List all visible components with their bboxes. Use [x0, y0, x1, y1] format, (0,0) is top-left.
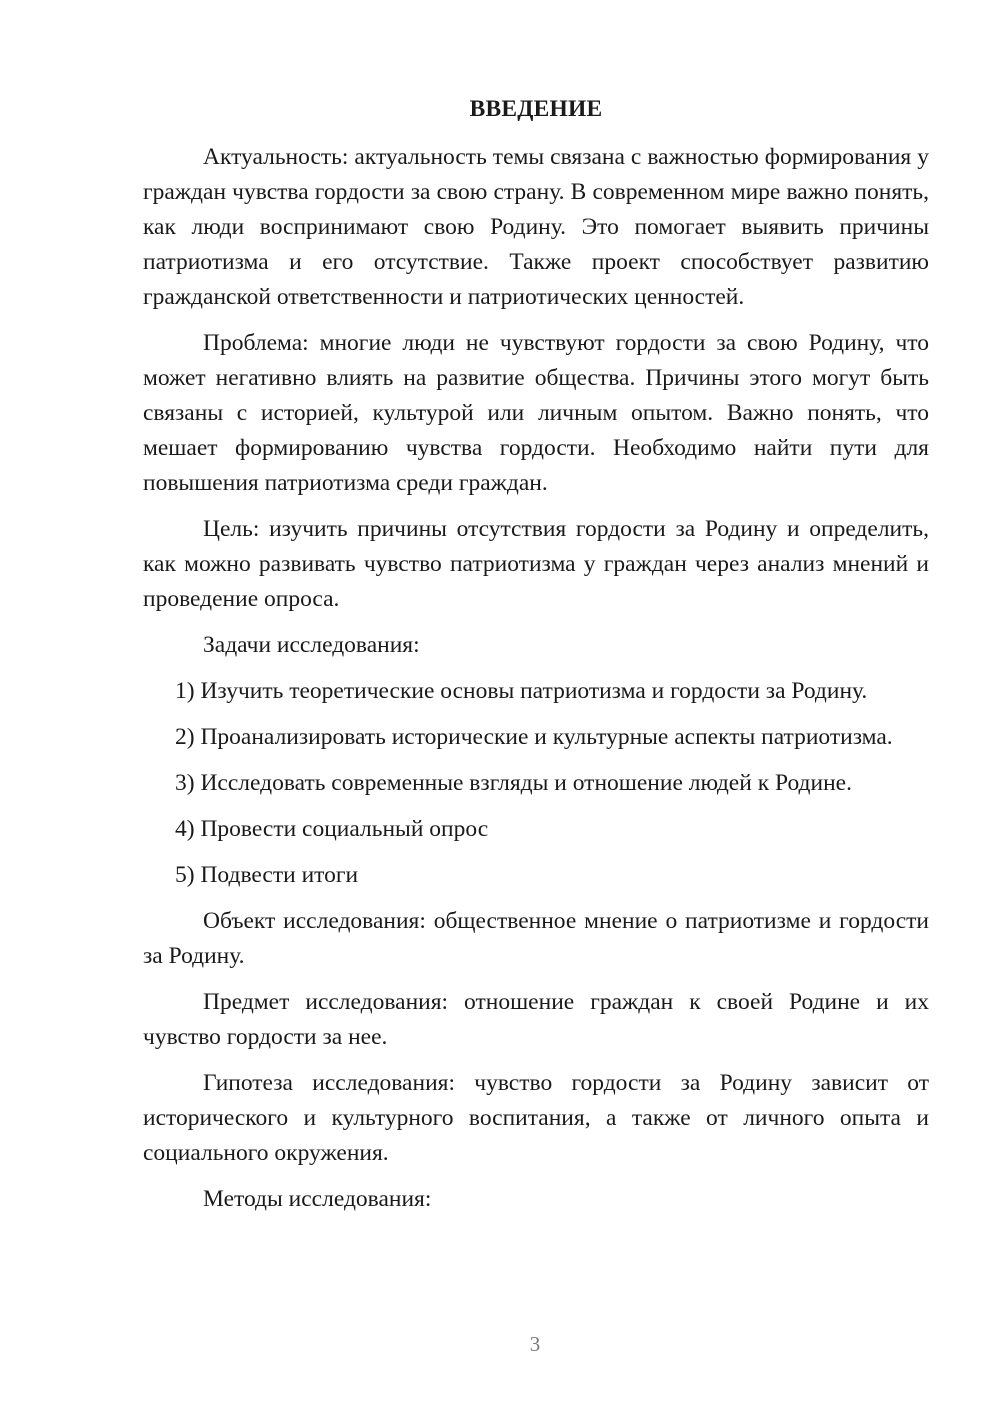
page-number: 3: [529, 1332, 541, 1356]
paragraph-tasks-heading: Задачи исследования:: [203, 632, 420, 658]
paragraph-methods-heading: Методы исследования:: [203, 1186, 432, 1212]
task-item-1: 1) Изучить теоретические основы патриотизма и гордости за Родину.: [175, 678, 868, 704]
paragraph-object: Объект исследования: общественное мнение о патриотизме и гордости за Родину.: [143, 908, 929, 969]
paragraph-goal: Цель: изучить причины отсутствия гордости за Родину и определить, как можно развивать чувство патриотизма у граждан через анализ мнений и проведение опроса.: [143, 516, 929, 612]
task-item-5: 5) Подвести итоги: [175, 862, 359, 888]
task-item-4: 4) Провести социальный опрос: [175, 816, 489, 842]
page-content: [143, 92, 929, 1228]
task-item-3: 3) Исследовать современные взгляды и отношение людей к Родине.: [175, 770, 852, 796]
paragraph-relevance: Актуальность: актуальность темы связана с важностью формирования у граждан чувства гордости за свою страну. В современном мире важно понять, как люди воспринимают свою Родину. Это помогает выявить причины патриотизма и его отсутствие. Также проект способствует развитию гражданской ответственности и патриотических ценностей.: [143, 144, 929, 310]
paragraph-problem: Проблема: многие люди не чувствуют гордости за свою Родину, что может негативно влиять на развитие общества. Причины этого могут быть связаны с историей, культурой или личным опытом. Важно понять, что мешает формированию чувства гордости. Необходимо найти пути для повышения патриотизма среди граждан.: [143, 330, 929, 496]
section-title: ВВЕДЕНИЕ: [469, 96, 603, 122]
paragraph-hypothesis: Гипотеза исследования: чувство гордости за Родину зависит от исторического и культурного воспитания, а также от личного опыта и социального окружения.: [143, 1070, 929, 1166]
task-item-2: 2) Проанализировать исторические и культурные аспекты патриотизма.: [175, 724, 893, 750]
paragraph-subject: Предмет исследования: отношение граждан к своей Родине и их чувство гордости за нее.: [143, 989, 929, 1050]
